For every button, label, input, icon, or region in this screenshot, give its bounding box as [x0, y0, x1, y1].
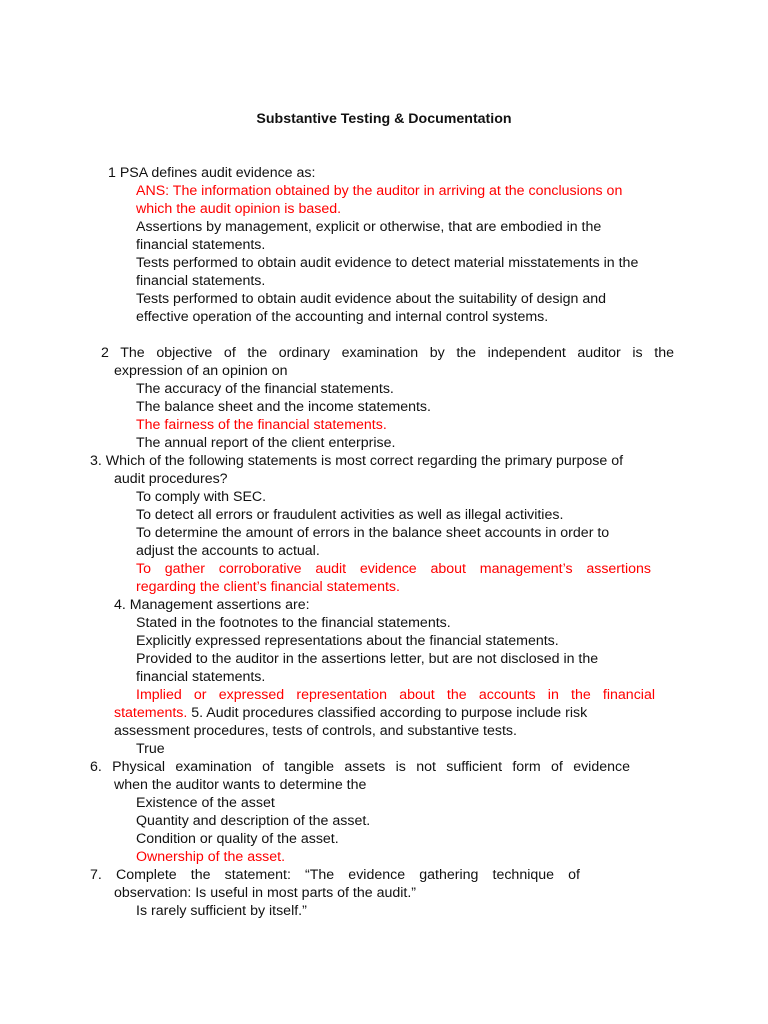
q4-answer-line1: Implied or expressed representation about the accounts in the financial	[136, 687, 655, 703]
q5-answer: True	[136, 741, 165, 757]
q4-option1: Stated in the footnotes to the financial statements.	[136, 615, 451, 631]
q6-stem-line1: 6. Physical examination of tangible assets is not sufficient form of evidence	[90, 759, 630, 775]
q7-stem-line1: 7. Complete the statement: “The evidence gathering technique of	[90, 867, 580, 883]
q6-option3: Condition or quality of the asset.	[136, 831, 339, 847]
q1-option4-line1: Tests performed to obtain audit evidence about the suitability of design and	[136, 291, 607, 307]
q3-answer-line1: To gather corroborative audit evidence about management’s assertions	[136, 561, 651, 577]
q1-stem: 1 PSA defines audit evidence as:	[108, 165, 316, 181]
q2-stem-line2: expression of an opinion on	[114, 363, 288, 379]
q1-answer-line2: which the audit opinion is based.	[136, 201, 342, 217]
q4-option2: Explicitly expressed representations about the financial statements.	[136, 633, 559, 649]
q1-option2-line2: financial statements.	[136, 237, 266, 253]
q2-answer: The fairness of the financial statements.	[136, 417, 387, 433]
q4-answer-line2: statements.	[114, 705, 188, 721]
q1-option3-line2: financial statements.	[136, 273, 266, 289]
q4-option3-line1: Provided to the auditor in the assertions letter, but are not disclosed in the	[136, 651, 599, 667]
q6-option1: Existence of the asset	[136, 795, 275, 811]
q3-answer-line2: regarding the client’s financial statements.	[136, 579, 400, 595]
q6-option2: Quantity and description of the asset.	[136, 813, 371, 829]
q5-stem-line1: 5. Audit procedures classified according to purpose include risk	[187, 705, 588, 721]
q7-option1: Is rarely sufficient by itself.”	[136, 903, 307, 919]
q3-option3-line1: To determine the amount of errors in the balance sheet accounts in order to	[136, 525, 610, 541]
q3-stem-line2: audit procedures?	[114, 471, 228, 487]
q4-option3-line2: financial statements.	[136, 669, 266, 685]
q2-stem-line1: 2 The objective of the ordinary examination by the independent auditor is the	[101, 345, 674, 361]
q6-answer: Ownership of the asset.	[136, 849, 286, 865]
q4-answer-line2-with-q5	[114, 704, 587, 722]
q1-answer-line1: ANS: The information obtained by the auditor in arriving at the conclusions on	[136, 183, 623, 199]
q7-stem-line2: observation: Is useful in most parts of the audit.”	[114, 885, 417, 901]
q6-stem-line2: when the auditor wants to determine the	[114, 777, 367, 793]
q4-stem: 4. Management assertions are:	[114, 597, 310, 613]
q3-option3-line2: adjust the accounts to actual.	[136, 543, 320, 559]
q2-option1: The accuracy of the financial statements.	[136, 381, 394, 397]
page-title: Substantive Testing & Documentation	[256, 111, 512, 127]
q3-option2: To detect all errors or fraudulent activities as well as illegal activities.	[136, 507, 564, 523]
q1-option3-line1: Tests performed to obtain audit evidence to detect material misstatements in the	[136, 255, 639, 271]
q2-option4: The annual report of the client enterprise.	[136, 435, 396, 451]
q3-option1: To comply with SEC.	[136, 489, 267, 505]
q1-option2-line1: Assertions by management, explicit or otherwise, that are embodied in the	[136, 219, 602, 235]
q1-option4-line2: effective operation of the accounting and internal control systems.	[136, 309, 549, 325]
q2-option2: The balance sheet and the income statements.	[136, 399, 431, 415]
q5-stem-line2: assessment procedures, tests of controls, and substantive tests.	[114, 723, 517, 739]
q3-stem-line1: 3. Which of the following statements is most correct regarding the primary purpose of	[90, 453, 624, 469]
